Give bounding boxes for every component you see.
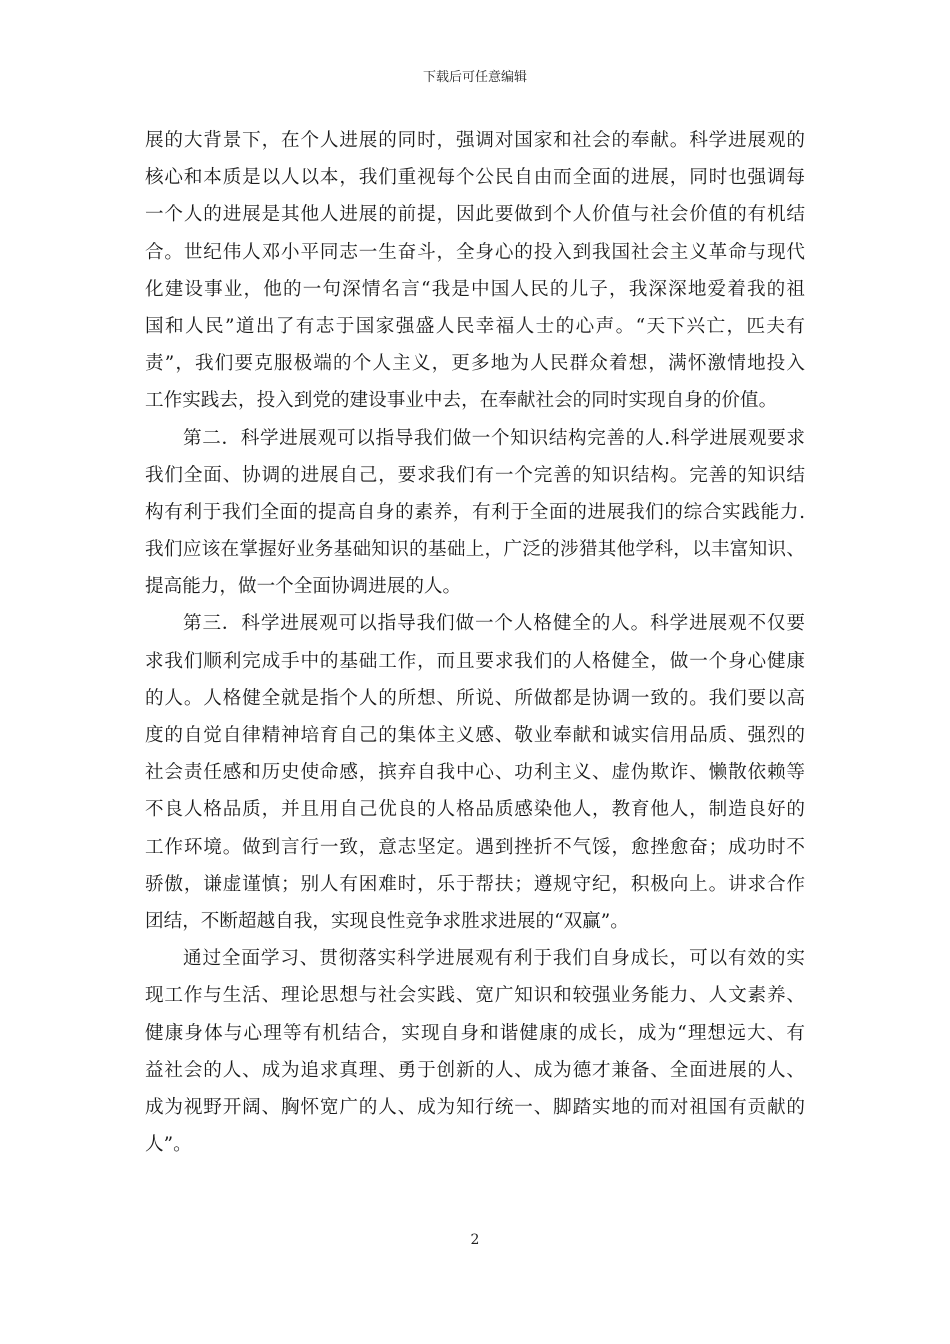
text-line: 合。世纪伟人邓小平同志一生奋斗，全身心的投入到我国社会主义革命与现代 xyxy=(145,241,805,263)
paragraph-4 xyxy=(145,940,805,1163)
paragraph-2 xyxy=(145,420,805,606)
text-line: 现工作与生活、理论思想与社会实践、宽广知识和较强业务能力、人文素养、 xyxy=(145,985,805,1007)
text-line: 益社会的人、成为追求真理、勇于创新的人、成为德才兼备、全面进展的人、 xyxy=(145,1059,805,1081)
text-line: 核心和本质是以人以本，我们重视每个公民自由而全面的进展，同时也强调每 xyxy=(145,167,805,189)
text-line: 工作实践去，投入到党的建设事业中去，在奉献社会的同时实现自身的价值。 xyxy=(145,390,778,412)
text-line: 国和人民”道出了有志于国家强盛人民幸福人士的心声。“天下兴亡，匹夫有 xyxy=(145,315,805,337)
text-line: 度的自觉自律精神培育自己的集体主义感、敬业奉献和诚实信用品质、强烈的 xyxy=(145,725,805,746)
text-line: 构有利于我们全面的提高自身的素养，有利于全面的进展我们的综合实践能力. xyxy=(145,501,805,523)
text-line: 责”，我们要克服极端的个人主义，更多地为人民群众着想，满怀激情地投入 xyxy=(145,353,805,375)
paragraph-3 xyxy=(145,605,805,940)
text-line: 社会责任感和历史使命感，摈弃自我中心、功利主义、虚伪欺诈、懒散依赖等 xyxy=(145,762,805,784)
text-line: 我们应该在掌握好业务基础知识的基础上，广泛的涉猎其他学科，以丰富知识、 xyxy=(145,539,805,561)
text-line: 团结，不断超越自我，实现良性竞争求胜求进展的“双赢”。 xyxy=(145,910,629,932)
paragraph-1 xyxy=(145,122,805,420)
page-header: 下载后可任意编辑 xyxy=(422,70,527,85)
text-line: 第三．科学进展观可以指导我们做一个人格健全的人。科学进展观不仅要 xyxy=(183,613,805,635)
text-line: 成为视野开阔、胸怀宽广的人、成为知行统一、脚踏实地的而对祖国有贡献的 xyxy=(145,1096,805,1118)
text-line: 人”。 xyxy=(145,1134,192,1156)
text-line: 提高能力，做一个全面协调进展的人。 xyxy=(145,576,462,598)
text-line: 骄傲，谦虚谨慎；别人有困难时，乐于帮扶；遵规守纪，积极向上。讲求合作 xyxy=(145,873,805,895)
text-line: 求我们顺利完成手中的基础工作，而且要求我们的人格健全，做一个身心健康 xyxy=(145,650,805,672)
text-line: 我们全面、协调的进展自己，要求我们有一个完善的知识结构。完善的知识结 xyxy=(145,464,805,486)
document-body xyxy=(145,122,805,1163)
text-line: 的人。人格健全就是指个人的所想、所说、所做都是协调一致的。我们要以高 xyxy=(145,687,805,709)
text-line: 不良人格品质，并且用自己优良的人格品质感染他人，教育他人，制造良好的 xyxy=(145,799,805,821)
text-line: 第二．科学进展观可以指导我们做一个知识结构完善的人.科学进展观要求 xyxy=(183,427,805,449)
text-line: 化建设事业，他的一句深情名言“我是中国人民的儿子，我深深地爱着我的祖 xyxy=(145,278,805,300)
text-line: 工作环境。做到言行一致，意志坚定。遇到挫折不气馁，愈挫愈奋；成功时不 xyxy=(145,836,805,858)
text-line: 展的大背景下，在个人进展的同时，强调对国家和社会的奉献。科学进展观的 xyxy=(145,130,805,151)
text-line: 健康身体与心理等有机结合，实现自身和谐健康的成长，成为“理想远大、有 xyxy=(145,1022,805,1044)
page-number: 2 xyxy=(470,1232,480,1248)
text-line: 一个人的进展是其他人进展的前提，因此要做到个人价值与社会价值的有机结 xyxy=(145,204,805,226)
text-line: 通过全面学习、贯彻落实科学进展观有利于我们自身成长，可以有效的实 xyxy=(183,948,805,970)
